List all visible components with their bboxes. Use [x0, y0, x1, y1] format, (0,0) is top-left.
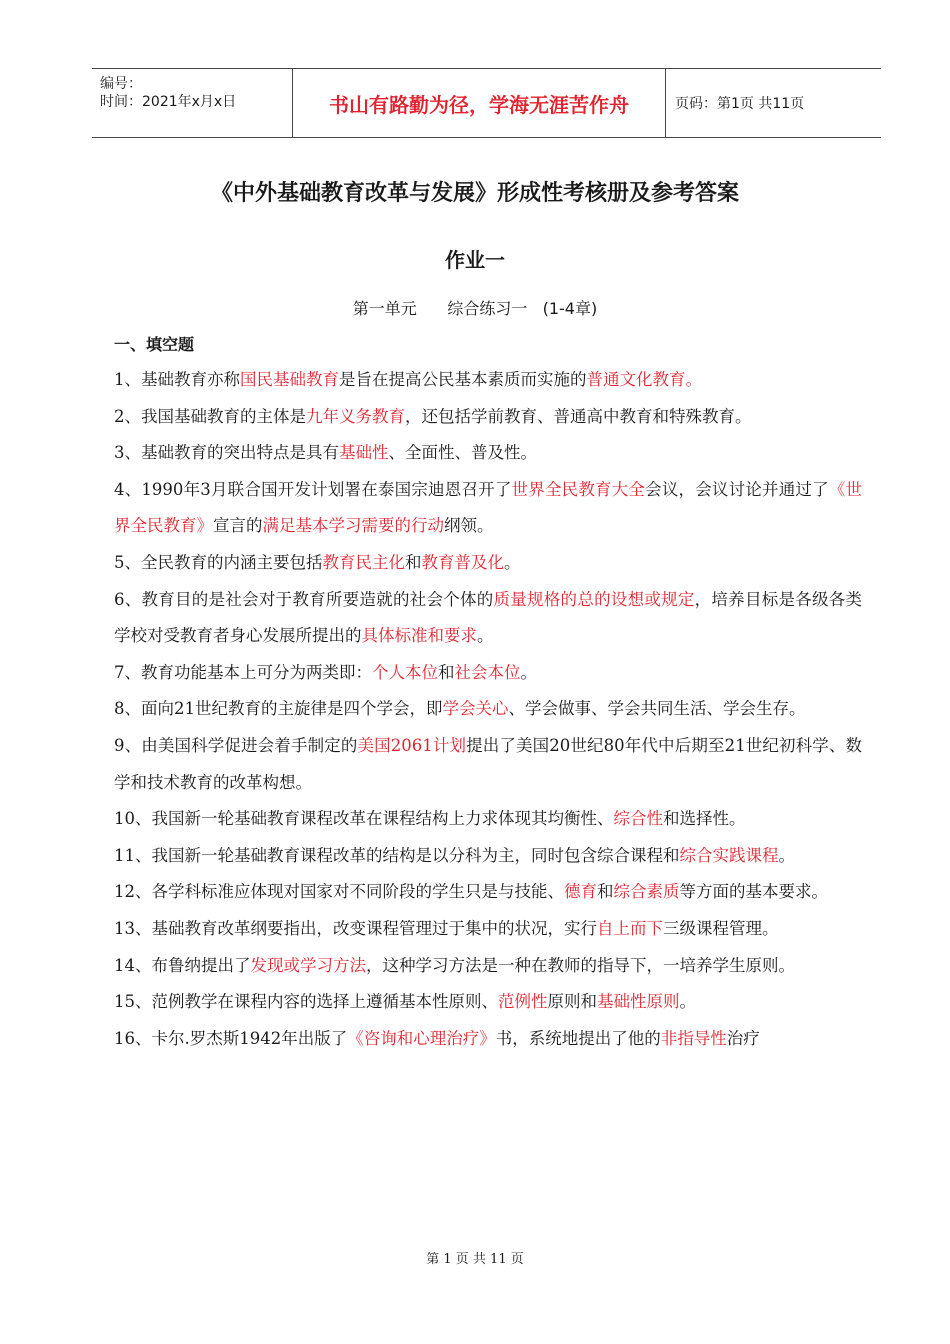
- question-list: [114, 362, 862, 1057]
- answer-text: 《咨询和心理治疗》: [347, 1028, 496, 1048]
- question-text: 。: [778, 845, 795, 865]
- question-text: 14、布鲁纳提出了: [114, 955, 251, 975]
- question-text: 8、面向21世纪教育的主旋律是四个学会，即: [114, 699, 443, 719]
- question-item: [114, 1021, 862, 1058]
- question-text: 。: [477, 626, 494, 646]
- question-item: [114, 435, 862, 472]
- question-item: [114, 984, 862, 1021]
- answer-text: 综合实践课程: [679, 845, 779, 865]
- answer-text: 基础性原则: [597, 992, 680, 1012]
- answer-text: 发现或学习方法: [250, 955, 366, 975]
- question-item: [114, 545, 862, 582]
- question-item: [114, 911, 862, 948]
- answer-text: 满足基本学习需要的行动: [262, 516, 444, 536]
- question-text: 和: [597, 882, 614, 902]
- question-text: 和选择性。: [663, 809, 746, 829]
- number-label: 编号：: [100, 76, 142, 92]
- answer-text: 自上而下: [597, 918, 663, 938]
- answer-text: 个人本位: [372, 662, 438, 682]
- question-text: 等方面的基本要求。: [679, 882, 828, 902]
- page-footer: 第 1 页 共 11 页: [426, 1252, 524, 1267]
- question-text: 15、范例教学在课程内容的选择上遵循基本性原则、: [114, 992, 498, 1012]
- question-text: ，还包括学前教育、普通高中教育和特殊教育。: [405, 406, 752, 426]
- question-text: 宣言的: [213, 516, 263, 536]
- question-text: ，这种学习方法是一种在教师的指导下，一培养学生原则。: [366, 955, 795, 975]
- answer-text: 德育: [564, 882, 597, 902]
- question-text: 书，系统地提出了他的: [495, 1028, 661, 1048]
- question-text: 和: [438, 662, 455, 682]
- header-info-cell: [92, 69, 293, 137]
- question-text: 。: [520, 662, 537, 682]
- question-text: 1、基础教育亦称: [114, 370, 240, 389]
- question-text: 2、我国基础教育的主体是: [114, 406, 306, 426]
- answer-text: 美国2061计划: [357, 735, 467, 755]
- answer-text: 质量规格的总的设想或规定: [493, 589, 695, 609]
- answer-text: 世界全民教育大全: [511, 479, 646, 499]
- unit-heading: 第一单元 综合练习一 (1-4章): [352, 299, 598, 318]
- answer-text: 综合性: [613, 809, 663, 829]
- question-text: 。: [679, 992, 696, 1012]
- answer-text: 九年义务教育: [306, 406, 405, 426]
- section-heading: 一、填空题: [114, 335, 195, 354]
- question-text: 6、教育目的是社会对于教育所要造就的社会个体的: [114, 589, 494, 609]
- question-text: 三级课程管理。: [663, 918, 779, 938]
- question-item: [114, 948, 862, 985]
- question-item: [114, 472, 862, 545]
- answer-text: 具体标准和要求: [361, 626, 477, 646]
- answer-text: 普通文化教育。: [586, 370, 702, 389]
- question-text: 4、1990年3月联合国开发计划署在泰国宗迪恩召开了: [114, 479, 512, 499]
- answer-text: 教育民主化: [322, 552, 405, 572]
- question-text: 。: [504, 552, 521, 572]
- answer-text: 学会关心: [442, 699, 509, 719]
- question-text: 12、各学科标准应体现对国家对不同阶段的学生只是与技能、: [114, 882, 564, 902]
- question-item: [114, 399, 862, 436]
- answer-text: 非指导性: [660, 1028, 727, 1048]
- answer-text: 教育普及化: [421, 552, 504, 572]
- question-text: ，培养目标是各级各类学校对受教育者身心发展所提出的: [114, 589, 863, 646]
- time-label: 时间：2021年x月x日: [100, 94, 237, 110]
- question-text: 会议，会议讨论并通过了: [645, 479, 829, 499]
- question-text: 10、我国新一轮基础教育课程改革在课程结构上力求体现其均衡性、: [114, 809, 614, 829]
- header-motto: 书山有路勤为径，学海无涯苦作舟: [293, 69, 666, 137]
- question-item: [114, 582, 862, 655]
- question-text: 9、由美国科学促进会着手制定的: [114, 735, 358, 755]
- question-text: 3、基础教育的突出特点是具有: [114, 443, 339, 463]
- header-table: [92, 68, 881, 138]
- question-text: 5、全民教育的内涵主要包括: [114, 552, 323, 572]
- question-item: [114, 838, 862, 875]
- question-text: 是旨在提高公民基本素质而实施的: [339, 370, 587, 389]
- answer-text: 综合素质: [613, 882, 680, 902]
- question-item: [114, 801, 862, 838]
- answer-text: 《世界全民教育》: [114, 479, 863, 536]
- answer-text: 社会本位: [454, 662, 521, 682]
- question-text: 和: [405, 552, 422, 572]
- question-item: [114, 362, 862, 399]
- header-page-label: 页码：第1页 共11页: [675, 96, 805, 112]
- question-text: 11、我国新一轮基础教育课程改革的结构是以分科为主，同时包含综合课程和: [114, 845, 680, 865]
- answer-text: 基础性: [339, 443, 389, 463]
- question-text: 原则和: [547, 992, 597, 1012]
- question-text: 、学会做事、学会共同生活、学会生存。: [508, 699, 806, 719]
- question-text: 提出了美国20世纪80年代中后期至21世纪初科学、数学和技术教育的改革构想。: [114, 735, 862, 792]
- question-text: 13、基础教育改革纲要指出，改变课程管理过于集中的状况，实行: [114, 918, 597, 938]
- question-item: [114, 655, 862, 692]
- document-subtitle: 作业一: [445, 248, 505, 272]
- question-text: 7、教育功能基本上可分为两类即：: [114, 662, 372, 682]
- document-title: 《中外基础教育改革与发展》形成性考核册及参考答案: [210, 181, 739, 206]
- question-text: 治疗: [726, 1028, 760, 1048]
- question-item: [114, 691, 862, 728]
- answer-text: 范例性: [498, 992, 548, 1012]
- answer-text: 国民基础教育: [240, 370, 339, 389]
- question-text: 纲领。: [444, 516, 494, 536]
- question-text: 16、卡尔.罗杰斯1942年出版了: [114, 1028, 348, 1048]
- question-item: [114, 728, 862, 801]
- question-text: 、全面性、普及性。: [388, 443, 537, 463]
- question-item: [114, 874, 862, 911]
